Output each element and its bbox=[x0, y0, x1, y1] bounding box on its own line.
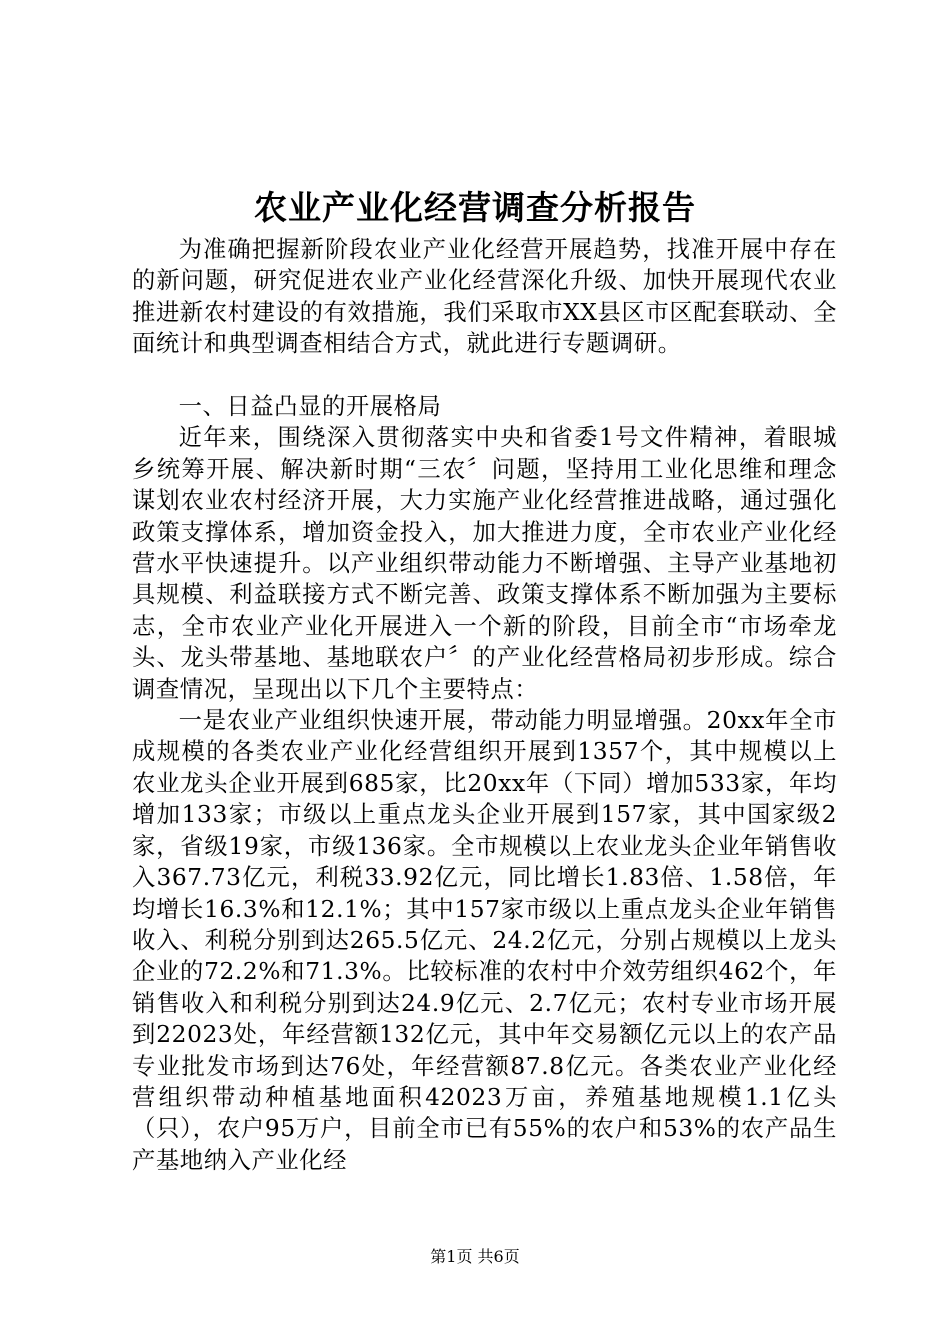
body-paragraph: 近年来，围绕深入贯彻落实中央和省委1号文件精神，着眼城乡统筹开展、解决新时期“三农〞问题，坚持用工业化思维和理念谋划农业农村经济开展，大力实施产业化经营推进战略，通过强化政策支撑体系，增加资金投入，加大推进力度，全市农业产业化经营水平快速提升。以产业组织带动能力不断增强、主导产业基地初具规模、利益联接方式不断完善、政策支撑体系不断加强为主要标志，全市农业产业化开展进入一个新的阶段，目前全市“市场牵龙头、龙头带基地、基地联农户〞的产业化经营格局初步形成。综合调查情况，呈现出以下几个主要特点： bbox=[132, 424, 837, 703]
intro-paragraph: 为准确把握新阶段农业产业化经营开展趋势，找准开展中存在的新问题，研究促进农业产业化经营深化升级、加快开展现代农业推进新农村建设的有效措施，我们采取市XX县区市区配套联动、全面统计和典型调查相结合方式，就此进行专题调研。 bbox=[132, 236, 837, 358]
section-heading: 一、日益凸显的开展格局 bbox=[178, 393, 442, 421]
page-title: 农业产业化经营调查分析报告 bbox=[254, 188, 696, 227]
page-footer: 第1页 共6页 bbox=[430, 1247, 520, 1266]
body-paragraph: 一是农业产业组织快速开展，带动能力明显增强。20xx年全市成规模的各类农业产业化经营组织开展到1357个，其中规模以上农业龙头企业开展到685家，比20xx年（下同）增加533家，年均增加133家；市级以上重点龙头企业开展到157家，其中国家级2家，省级19家，市级136家。全市规模以上农业龙头企业年销售收入367.73亿元，利税33.92亿元，同比增长1.83倍、1.58倍，年均增长16.3%和12.1%；其中157家市级以上重点龙头企业年销售收入、利税分别到达265.5亿元、24.2亿元，分别占规模以上龙头企业的72.2%和71.3%。比较标准的农村中介效劳组织462个，年销售收入和利税分别到达24.9亿元、2.7亿元；农村专业市场开展到22023处，年经营额132亿元，其中年交易额亿元以上的农产品专业批发市场到达76处，年经营额87.8亿元。各类农业产业化经营组织带动种植基地面积42023万亩，养殖基地规模1.1亿头（只），农户95万户，目前全市已有55%的农户和53%的农产品生产基地纳入产业化经 bbox=[132, 707, 837, 1174]
document-body bbox=[132, 234, 837, 1176]
